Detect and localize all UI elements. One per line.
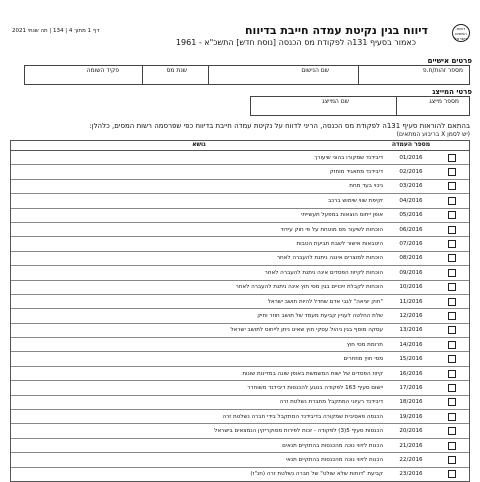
table-row — [11, 266, 469, 280]
table-row — [11, 295, 469, 309]
row-checkbox[interactable] — [435, 326, 469, 334]
representative-box — [250, 96, 470, 116]
form-code: דף 1 מתוך 4 | 134 | תה שנתי 2021 — [12, 28, 100, 34]
table-row — [11, 468, 469, 481]
declaration-text: בהתאם להוראות סעיף 131ה לפקודת מס הכנסה, הריני לדווח על נקיטת עמדה חייבת בדיווח כפי שפרסמה רשות המסים, כלהלן: — [89, 122, 470, 130]
row-checkbox[interactable] — [435, 442, 469, 450]
position-subject: הכנסה פאסיבית שמקורה בדיבידנד המתקבל בידי חברה נשלטת זרה — [222, 413, 383, 420]
position-subject: הוכחות למוצרים איננה ניתנת להעברה לאחר — [276, 255, 383, 262]
position-subject: תרומת מסי חוץ — [346, 341, 383, 348]
row-checkbox[interactable] — [435, 470, 469, 478]
position-subject: אופן ייחוס הוצאות במפעל תעשייתי — [301, 212, 383, 219]
form-header — [12, 24, 470, 56]
row-checkbox[interactable] — [435, 312, 469, 320]
form-subtitle: כאמור בסעיף 131ה לפקודת מס הכנסה [נוסח חדש] התשכ"א - 1961 — [175, 38, 416, 47]
table-row — [11, 151, 469, 165]
form-title: דיווח בגין נקיטת עמדה חייבת בדיווח — [245, 24, 428, 37]
position-code: 02/2016 — [399, 169, 423, 176]
position-code: 09/2016 — [399, 269, 423, 276]
table-row — [11, 209, 469, 223]
position-subject: זקיפת שווי שימוש ברכב — [327, 197, 383, 204]
position-code: 23/2016 — [399, 471, 423, 478]
header-code: מספר העמדה — [391, 141, 431, 148]
position-code: 05/2016 — [399, 212, 423, 219]
position-code: 11/2016 — [399, 298, 423, 305]
position-code: 14/2016 — [399, 341, 423, 348]
personal-section-title: פרטים אישיים — [427, 57, 472, 65]
row-checkbox[interactable] — [435, 370, 469, 378]
row-checkbox[interactable] — [435, 154, 469, 162]
table-body — [11, 151, 469, 481]
table-header — [11, 141, 469, 151]
position-code: 12/2016 — [399, 312, 423, 319]
position-code: 01/2016 — [399, 154, 423, 161]
position-subject: הכנות לזיווי נוכה מהכנסות בהתקיים תנאים — [282, 442, 383, 449]
position-subject: "חוק יציאה" לגבי אדם שחדל להיות תושב ישראל — [267, 298, 383, 305]
row-checkbox[interactable] — [435, 240, 469, 248]
row-checkbox[interactable] — [435, 211, 469, 219]
header-subject: נושא — [192, 141, 206, 148]
row-checkbox[interactable] — [435, 197, 469, 205]
position-subject: דיבידנד שמקורו בהוני שיעורך — [314, 154, 383, 161]
position-subject: דיבידנד מתאגיד מוחזק — [329, 169, 383, 176]
position-code: 07/2016 — [399, 241, 423, 248]
row-checkbox[interactable] — [435, 254, 469, 262]
position-code: 04/2016 — [399, 197, 423, 204]
table-row — [11, 165, 469, 179]
position-code: 16/2016 — [399, 370, 423, 377]
personal-details-box — [24, 65, 470, 85]
position-subject: מסי חוץ מוזחרים — [343, 356, 383, 363]
row-checkbox[interactable] — [435, 298, 469, 306]
position-code: 15/2016 — [399, 356, 423, 363]
position-subject: שלת החלטה לעניין קביעת מעמד של תושב חוזר ותיק — [257, 312, 383, 319]
table-row — [11, 396, 469, 410]
representative-section-title: פרטי המייצג — [432, 88, 472, 96]
position-code: 17/2016 — [399, 384, 423, 391]
position-code: 21/2016 — [399, 442, 423, 449]
table-row — [11, 381, 469, 395]
position-subject: הוכחות לשיעור מס מוטחת על פי חוק עידוד — [280, 226, 383, 233]
tax-authority-logo: רשות המסים בישראל — [452, 24, 470, 42]
position-subject: קביעת "דוחות שלא שולט" של חברה נשלטת זרה (חנ"ז) — [250, 471, 383, 478]
row-checkbox[interactable] — [435, 226, 469, 234]
id-number-label: מספר זהות/ח.פ — [422, 67, 463, 74]
row-checkbox[interactable] — [435, 341, 469, 349]
position-subject: הוכחות לקבלת זיכויים בגין מסי חוץ אינה ניתנת להעברה לאחר — [235, 284, 383, 291]
position-subject: היטבאות אישור לשבת תביעת הטבות — [296, 241, 383, 248]
position-code: 13/2016 — [399, 327, 423, 334]
position-subject: עסקה מוסף בגין ניהול עסקי חוץ שאינו ניתן לייחוס לתושב ישראל — [230, 327, 383, 334]
table-row — [11, 352, 469, 366]
position-subject: דיבידנד רעיוני המתקבל מחברת נשלטת זרה — [279, 399, 383, 406]
taxpayer-name-label: שם הנישום — [301, 67, 329, 74]
table-row — [11, 410, 469, 424]
position-code: 20/2016 — [399, 428, 423, 435]
row-checkbox[interactable] — [435, 413, 469, 421]
row-checkbox[interactable] — [435, 269, 469, 277]
table-row — [11, 338, 469, 352]
table-row — [11, 439, 469, 453]
table-row — [11, 237, 469, 251]
position-subject: הכנסות סעיף 5(3) לפקודה - זכות לפירות מסוקריקין הנמצאים בישראל — [214, 428, 383, 435]
tax-year-label: שנת מס — [166, 67, 187, 74]
position-code: 08/2016 — [399, 255, 423, 262]
position-code: 18/2016 — [399, 399, 423, 406]
position-code: 10/2016 — [399, 284, 423, 291]
table-row — [11, 367, 469, 381]
row-checkbox[interactable] — [435, 182, 469, 190]
row-checkbox[interactable] — [435, 456, 469, 464]
tax-office-label: פקיד השומה — [86, 67, 119, 74]
mark-hint: (יש לסמן X בריבוע המתאים) — [396, 131, 470, 138]
row-checkbox[interactable] — [435, 384, 469, 392]
position-subject: יישום סעיף 163 לפקודה בנוגע להכנסות דיבידנד משוחרר — [247, 384, 383, 391]
row-checkbox[interactable] — [435, 168, 469, 176]
table-row — [11, 453, 469, 467]
position-code: 19/2016 — [399, 413, 423, 420]
position-subject: הוכחות לקיזוז הפסדים אינה ניתנת להעברה לאחר — [264, 269, 383, 276]
table-row — [11, 180, 469, 194]
table-row — [11, 194, 469, 208]
positions-table — [10, 140, 470, 482]
table-row — [11, 324, 469, 338]
position-subject: הכנות לזיווי נוכה מהכנסות בהתקיים תנאי — [285, 456, 383, 463]
table-row — [11, 281, 469, 295]
position-subject: ניכוי בעד מחת — [349, 183, 383, 190]
row-checkbox[interactable] — [435, 283, 469, 291]
row-checkbox[interactable] — [435, 398, 469, 406]
position-code: 22/2016 — [399, 456, 423, 463]
position-code: 03/2016 — [399, 183, 423, 190]
position-code: 06/2016 — [399, 226, 423, 233]
row-checkbox[interactable] — [435, 355, 469, 363]
position-subject: קיזוז הפסדים של ישות המשמשת באופן שונה במדינות שונות — [242, 370, 383, 377]
table-row — [11, 424, 469, 438]
table-row — [11, 223, 469, 237]
row-checkbox[interactable] — [435, 427, 469, 435]
representative-number-label: מספר מייצג — [429, 98, 459, 105]
table-row — [11, 309, 469, 323]
representative-name-label: שם המייצג — [322, 98, 349, 105]
table-row — [11, 252, 469, 266]
